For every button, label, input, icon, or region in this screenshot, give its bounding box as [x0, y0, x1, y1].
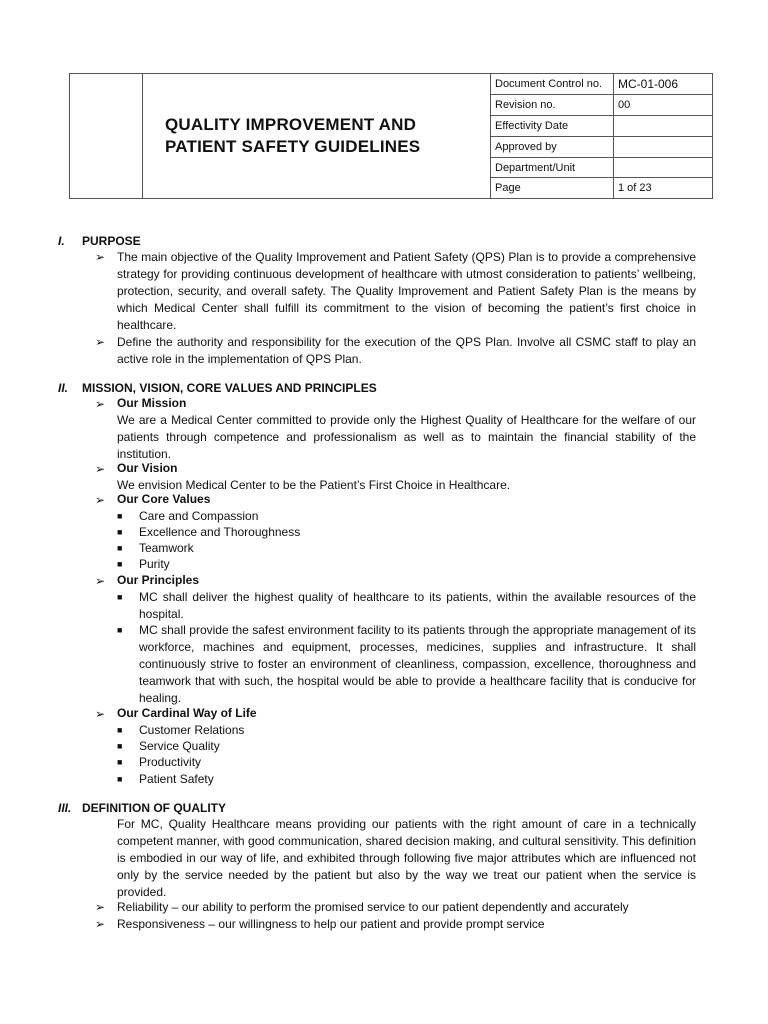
logo-cell [70, 74, 143, 199]
arrow-bullet-icon: ➢ [95, 574, 106, 588]
mission-heading: Our Mission [117, 396, 187, 410]
department-value [614, 158, 713, 178]
section-number: I. [58, 234, 65, 248]
revision-label: Revision no. [491, 95, 614, 116]
responsiveness-item: Responsiveness – our willingness to help our patient and provide prompt service [117, 917, 545, 931]
section-title: PURPOSE [82, 234, 141, 248]
square-bullet-icon: ■ [117, 757, 123, 767]
revision-value: 00 [614, 95, 713, 116]
title-line-2: PATIENT SAFETY GUIDELINES [165, 137, 421, 156]
arrow-bullet-icon: ➢ [95, 250, 106, 264]
page-label: Page [491, 178, 614, 199]
square-bullet-icon: ■ [117, 543, 123, 553]
square-bullet-icon: ■ [117, 774, 123, 784]
square-bullet-icon: ■ [117, 725, 123, 735]
square-bullet-icon: ■ [117, 511, 123, 521]
approved-label: Approved by [491, 137, 614, 158]
core-value-item: Excellence and Thoroughness [139, 525, 301, 539]
purpose-paragraph-2: Define the authority and responsibility for the execution of the QPS Plan. Involve all CSMC staff to play an active role in the implementation of QPS Plan. [117, 335, 696, 366]
doc-control-label: Document Control no. [491, 74, 614, 95]
core-value-item: Care and Compassion [139, 509, 259, 523]
mission-text: We are a Medical Center committed to provide only the Highest Quality of Healthcare for the welfare of our patients through competence and professionalism as well as to maintain the financial stability of the institution. [117, 413, 696, 461]
quality-definition-paragraph: For MC, Quality Healthcare means providing our patients with the right amount of care in a technically competent manner, with good communication, shared decision making, and cultural sensitivity. This definition is embodied in our way of life, and exhibited through following five major attributes which are influenced not only by the service needed by the patient but also by the way we treat our patient when the service is provided. [117, 817, 696, 899]
section-title: DEFINITION OF QUALITY [82, 801, 226, 815]
square-bullet-icon: ■ [117, 741, 123, 751]
core-value-item: Teamwork [139, 541, 194, 555]
cardinal-item: Customer Relations [139, 723, 245, 737]
vision-text: We envision Medical Center to be the Patient’s First Choice in Healthcare. [117, 478, 511, 492]
cardinal-item: Service Quality [139, 739, 220, 753]
square-bullet-icon: ■ [117, 559, 123, 569]
section-heading-quality [58, 801, 226, 815]
doc-control-value: MC-01-006 [614, 74, 713, 95]
section-number: II. [58, 381, 69, 395]
effectivity-label: Effectivity Date [491, 116, 614, 137]
title-line-1: QUALITY IMPROVEMENT AND [165, 115, 417, 134]
section-heading-mission [58, 381, 377, 395]
square-bullet-icon: ■ [117, 625, 123, 635]
square-bullet-icon: ■ [117, 592, 123, 602]
section-number: III. [58, 801, 72, 815]
arrow-bullet-icon: ➢ [95, 917, 106, 931]
vision-heading: Our Vision [117, 461, 178, 475]
core-values-heading: Our Core Values [117, 492, 211, 506]
document-header-table [69, 73, 713, 199]
principle-item-2: MC shall provide the safest environment facility to its patients through the appropriate management of its workforce, machines and equipment, processes, medicines, supplies and infrastructure. It shall continuously strive to foster an environment of cleanliness, compassion, excellence, thoroughness and teamwork that with such, the hospital would be able to provide a healthcare facility that is conducive for healing. [139, 623, 696, 705]
approved-value [614, 137, 713, 158]
arrow-bullet-icon: ➢ [95, 707, 106, 721]
cardinal-item: Patient Safety [139, 772, 214, 786]
arrow-bullet-icon: ➢ [95, 397, 106, 411]
page-value: 1 of 23 [614, 178, 713, 199]
effectivity-value [614, 116, 713, 137]
cardinal-heading: Our Cardinal Way of Life [117, 706, 257, 720]
principle-item-1: MC shall deliver the highest quality of healthcare to its patients, within the available resources of the hospital. [139, 590, 696, 621]
section-heading-purpose [58, 234, 141, 248]
arrow-bullet-icon: ➢ [95, 493, 106, 507]
arrow-bullet-icon: ➢ [95, 335, 106, 349]
department-label: Department/Unit [491, 158, 614, 178]
document-title [143, 74, 491, 199]
core-value-item: Purity [139, 557, 170, 571]
arrow-bullet-icon: ➢ [95, 462, 106, 476]
cardinal-item: Productivity [139, 755, 202, 769]
arrow-bullet-icon: ➢ [95, 900, 106, 914]
section-title: MISSION, VISION, CORE VALUES AND PRINCIPLES [82, 381, 377, 395]
purpose-paragraph-1: The main objective of the Quality Improvement and Patient Safety (QPS) Plan is to provide a comprehensive strategy for providing continuous development of healthcare with utmost consideration to patients’ wellbeing, protection, security, and overall safety. The Quality Improvement and Patient Safety Plan is the means by which Medical Center shall fulfill its commitment to the vision of becoming the patient’s first choice in healthcare. [117, 250, 696, 332]
reliability-item: Reliability – our ability to perform the promised service to our patient dependently and accurately [117, 900, 629, 914]
square-bullet-icon: ■ [117, 527, 123, 537]
principles-heading: Our Principles [117, 573, 200, 587]
